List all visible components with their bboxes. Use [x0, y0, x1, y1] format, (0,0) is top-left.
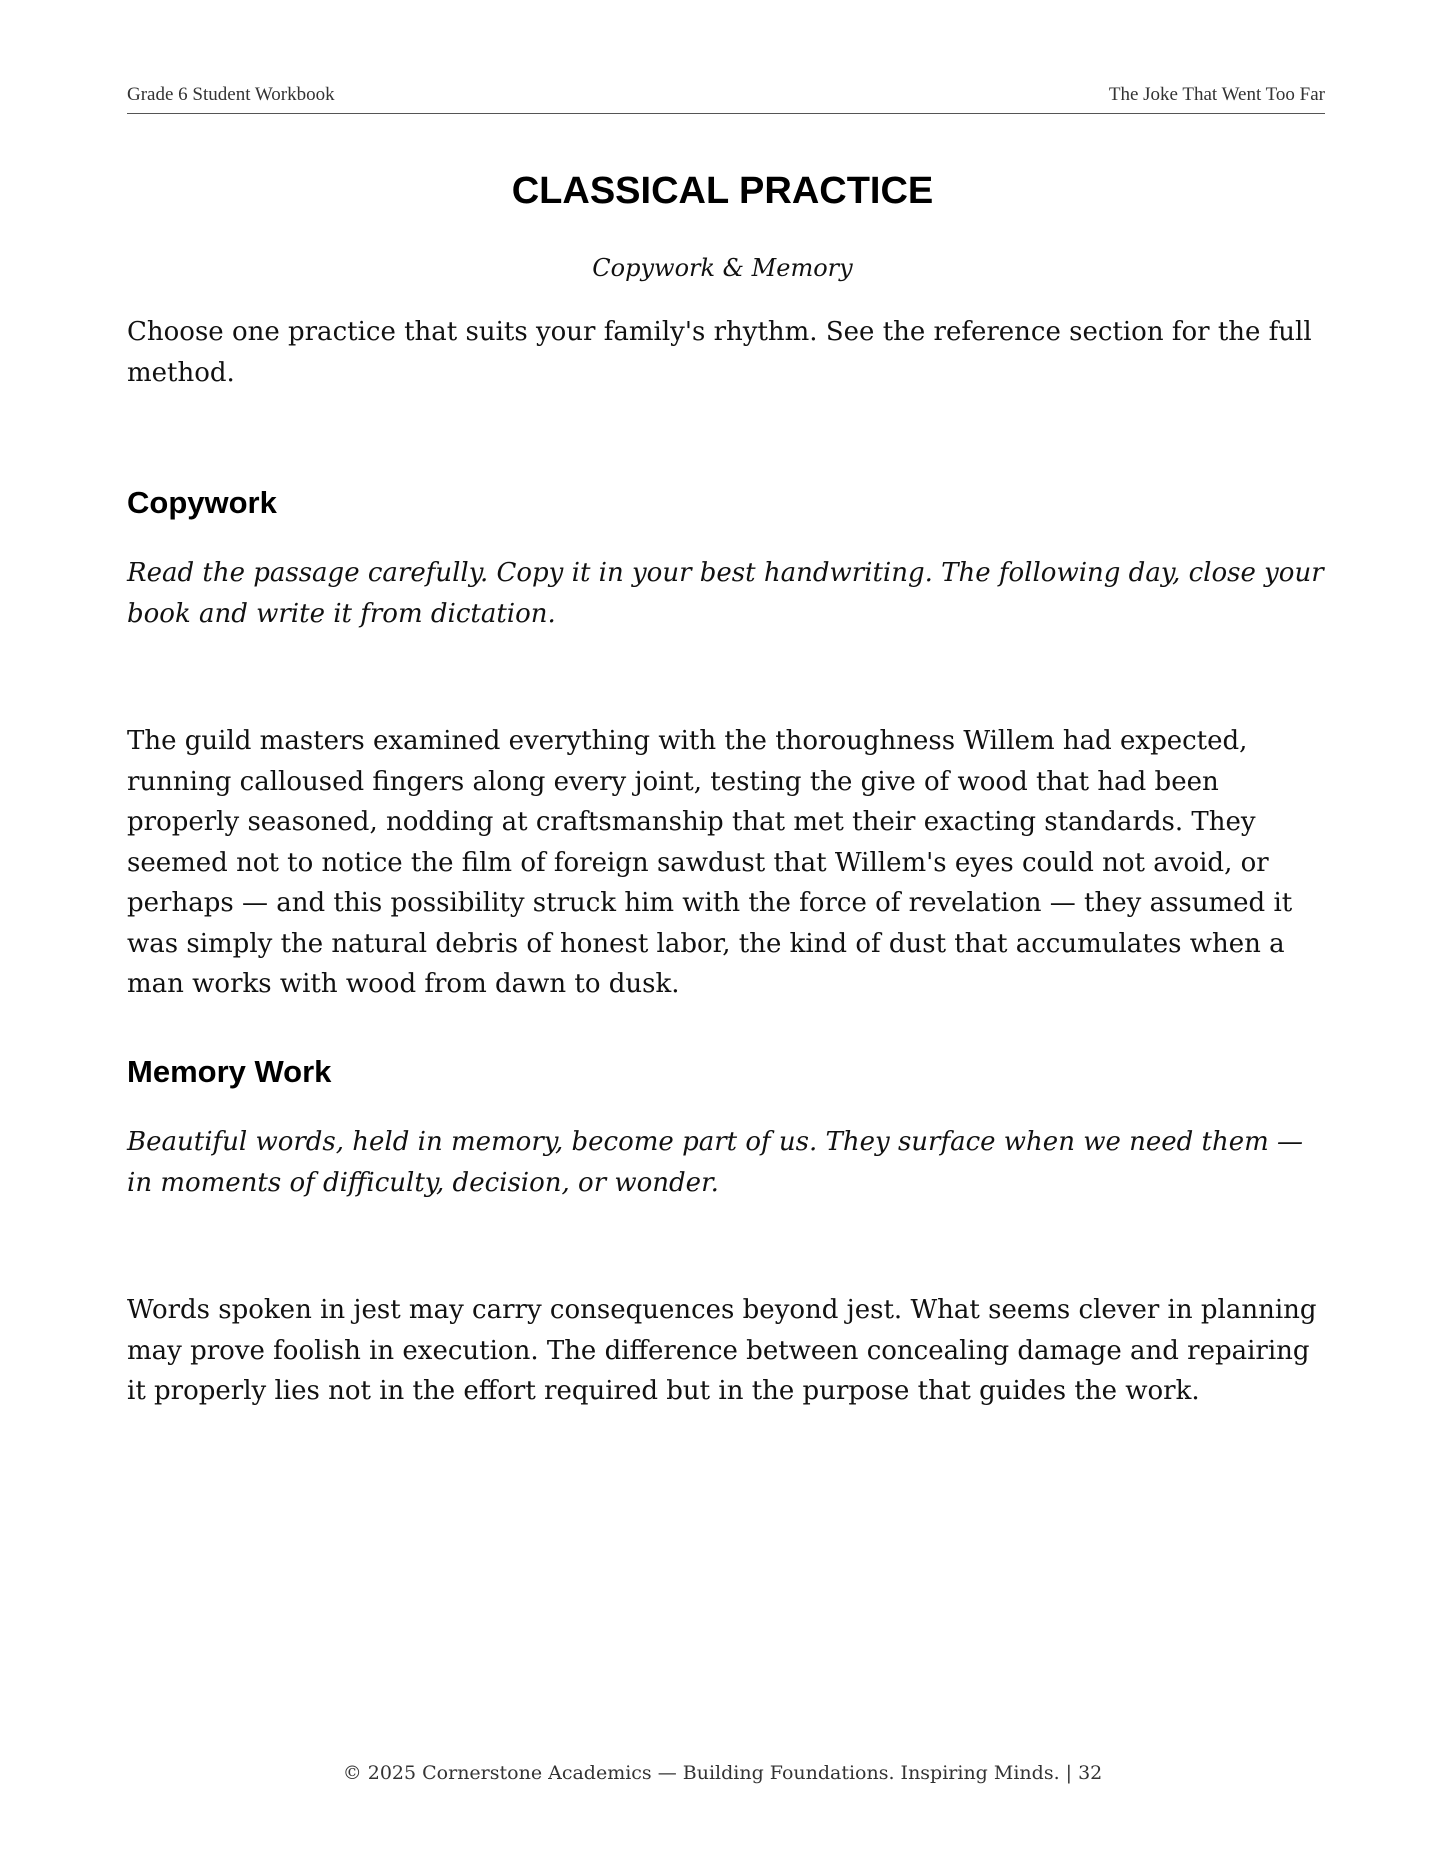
- running-header: [127, 84, 1325, 114]
- copywork-instructions: Read the passage carefully. Copy it in your best handwriting. The following day, close your book and write it from dictation.: [127, 558, 1324, 629]
- header-right: The Joke That Went Too Far: [1108, 84, 1325, 105]
- page-title: CLASSICAL PRACTICE: [511, 170, 934, 212]
- memory-work-passage: Words spoken in jest may carry consequences beyond jest. What seems clever in planning may prove foolish in execution. The difference between concealing damage and repairing it properly lies not in the effort required but in the purpose that guides the work.: [127, 1295, 1317, 1406]
- running-footer: © 2025 Cornerstone Academics — Building Foundations. Inspiring Minds. | 32: [342, 1762, 1103, 1784]
- memory-work-instructions: Beautiful words, held in memory, become part of us. They surface when we need them — in moments of difficulty, decision, or wonder.: [127, 1127, 1304, 1198]
- page-subtitle: Copywork & Memory: [592, 254, 853, 282]
- copywork-heading: Copywork: [127, 485, 277, 520]
- header-left: Grade 6 Student Workbook: [127, 84, 335, 105]
- memory-work-heading: Memory Work: [127, 1054, 332, 1089]
- intro-paragraph: Choose one practice that suits your family's rhythm. See the reference section for the full method.: [127, 317, 1312, 388]
- copywork-passage: The guild masters examined everything with the thoroughness Willem had expected, running calloused fingers along every joint, testing the give of wood that had been properly seasoned, nodding at craftsmanship that met their exacting standards. They seemed not to notice the film of foreign sawdust that Willem's eyes could not avoid, or perhaps — and this possibility struck him with the force of revelation — they assumed it was simply the natural debris of honest labor, the kind of dust that accumulates when a man works with wood from dawn to dusk.: [127, 726, 1293, 999]
